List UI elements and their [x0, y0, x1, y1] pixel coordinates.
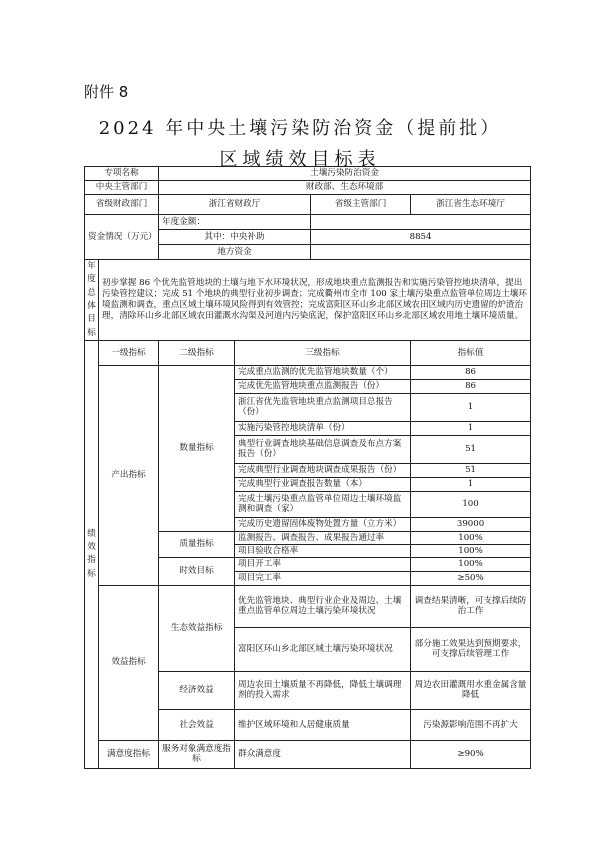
indicator-value: 100: [411, 491, 531, 517]
indicator-value: 51: [411, 435, 531, 463]
perf-label: 绩效指标: [85, 340, 99, 768]
indicator-name: 优先监管地块、典型行业企业及周边、土壤重点监管单位周边土壤污染环境状况: [235, 585, 411, 627]
indicator-value: 污染源影响范围不再扩大: [411, 709, 531, 740]
indicator-value: 100%: [411, 557, 531, 571]
indicator-value: 39000: [411, 517, 531, 531]
annual-goal-text: 初步掌握 86 个优先监管地块的土壤与地下水环境状况，形成地块重点监测报告和实施污染管控地块清单，提出污染管控建议；完成 51 个地块的典型行业初步调查；完成衢州市全市 100 家土壤污染重点监管单位周边土壤环境监测和调查，重点区域土壤环境风险得到有效管控；完成富阳区环山乡北部区域农田区域内历史遗留的炉渣治理，清除环山乡北部区域农田灌溉水沟渠及河道内污染底泥，保护富阳区环山乡北部区域农用地土壤环境质量。: [99, 260, 531, 341]
row-provincial: [85, 195, 531, 215]
indicator-value: ≥50%: [411, 571, 531, 585]
header-value: 指标值: [411, 340, 531, 365]
performance-table: [84, 166, 531, 769]
indicator-name: 项目验收合格率: [235, 544, 411, 557]
output-label: 产出指标: [99, 365, 159, 585]
indicator-name: 完成重点监测的优先监管地块数量（个）: [235, 365, 411, 379]
econ-label: 经济效益: [159, 671, 235, 709]
row-funds-annual: [85, 215, 531, 230]
social-label: 社会效益: [159, 709, 235, 740]
indicator-value: 86: [411, 365, 531, 379]
prov-finance-label: 省级财政部门: [85, 195, 159, 215]
time-label: 时效目标: [159, 557, 235, 585]
indicator-value: 部分施工效果达到预期要求，可支撑后续管理工作: [411, 627, 531, 671]
row-central-dept: [85, 181, 531, 195]
annual-goal-label: 年度总体目标: [85, 260, 99, 341]
indicator-name: 完成土壤污染重点监管单位周边土壤环境监测和调查（家）: [235, 491, 411, 517]
central-subsidy-label: 其中：中央补助: [159, 230, 311, 245]
title-line-2: 区域绩效目标表: [219, 149, 381, 170]
row-project-name: [85, 167, 531, 181]
project-name-value: 土壤污染防治资金: [159, 167, 531, 181]
indicator-name: 维护区域环境和人居健康质量: [235, 709, 411, 740]
eco-label: 生态效益指标: [159, 585, 235, 671]
indicator-name: 浙江省优先监管地块重点监测项目总报告（份）: [235, 393, 411, 421]
indicator-value: 100%: [411, 531, 531, 544]
indicator-name: 富阳区环山乡北部区域土壤污染环境状况: [235, 627, 411, 671]
table-row: [85, 365, 531, 379]
benefit-label: 效益指标: [99, 585, 159, 740]
indicator-value: 调查结果清晰，可支撑后续防治工作: [411, 585, 531, 627]
row-headers: [85, 340, 531, 365]
indicator-name: 群众满意度: [235, 740, 411, 768]
indicator-name: 实施污染管控地块清单（份）: [235, 421, 411, 435]
indicator-value: 51: [411, 463, 531, 477]
header-level1: 一级指标: [99, 340, 159, 365]
project-name-label: 专项名称: [85, 167, 159, 181]
table-row: [85, 585, 531, 627]
indicator-name: 完成典型行业调查地块调查成果报告（份）: [235, 463, 411, 477]
indicator-value: 1: [411, 421, 531, 435]
central-dept-value: 财政部、生态环境部: [159, 181, 531, 195]
table-row: [85, 740, 531, 768]
satisfaction-sub-label: 服务对象满意度指标: [159, 740, 235, 768]
indicator-name: 项目完工率: [235, 571, 411, 585]
indicator-value: ≥90%: [411, 740, 531, 768]
funds-label: 资金情况（万元）: [85, 215, 159, 260]
indicator-name: 完成历史遗留固体废物处置方量（立方米）: [235, 517, 411, 531]
annual-amount-value: [311, 215, 531, 230]
indicator-name: 完成典型行业调查报告数量（本）: [235, 477, 411, 491]
indicator-value: 周边农田灌溉用水重金属含量降低: [411, 671, 531, 709]
local-funds-label: 地方资金: [159, 245, 311, 260]
header-level2: 二级指标: [159, 340, 235, 365]
prov-dept-value: 浙江省生态环境厅: [411, 195, 531, 215]
indicator-value: 86: [411, 379, 531, 393]
central-subsidy-value: 8854: [311, 230, 531, 245]
attachment-label: 附件 8: [84, 83, 129, 101]
row-annual-goal: [85, 260, 531, 341]
quantity-label: 数量指标: [159, 365, 235, 531]
annual-amount-label: 年度金额：: [159, 215, 311, 230]
indicator-value: 100%: [411, 544, 531, 557]
indicator-value: 1: [411, 477, 531, 491]
indicator-name: 完成优先监管地块重点监测报告（份）: [235, 379, 411, 393]
central-dept-label: 中央主管部门: [85, 181, 159, 195]
header-level3: 三级指标: [235, 340, 411, 365]
indicator-name: 典型行业调查地块基础信息调查及布点方案报告（份）: [235, 435, 411, 463]
indicator-value: 1: [411, 393, 531, 421]
indicator-name: 监测报告、调查报告、成果报告通过率: [235, 531, 411, 544]
quality-label: 质量指标: [159, 531, 235, 557]
satisfaction-label: 满意度指标: [99, 740, 159, 768]
title-line-1: 2024 年中央土壤污染防治资金（提前批）: [98, 118, 502, 139]
indicator-name: 项目开工率: [235, 557, 411, 571]
indicator-name: 周边农田土壤质量不再降低，降低土壤调理剂的投入需求: [235, 671, 411, 709]
local-funds-value: [311, 245, 531, 260]
prov-finance-value: 浙江省财政厅: [159, 195, 311, 215]
prov-dept-label: 省级主管部门: [311, 195, 411, 215]
